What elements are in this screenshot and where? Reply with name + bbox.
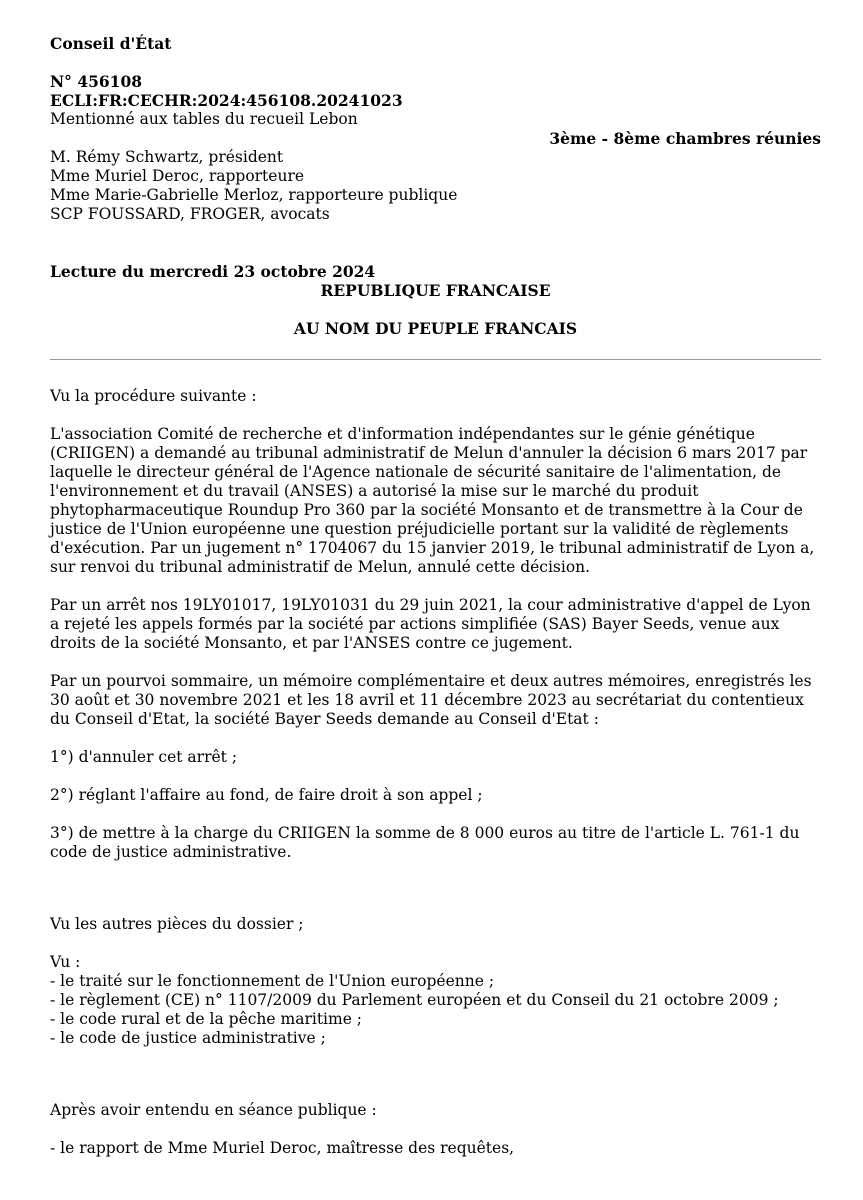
court-name: Conseil d'État bbox=[50, 34, 172, 53]
spacer bbox=[50, 53, 821, 72]
procedure-intro: Vu la procédure suivante : bbox=[50, 387, 257, 405]
paragraph-line: du Conseil d'Etat, la société Bayer Seeds demande au Conseil d'Etat : bbox=[50, 710, 599, 728]
paragraph-line: sur renvoi du tribunal administratif de Melun, annulé cette décision. bbox=[50, 558, 591, 576]
case-number: N° 456108 bbox=[50, 72, 143, 91]
paragraph-criigen bbox=[50, 425, 821, 577]
request-2 bbox=[50, 786, 821, 805]
hearing-intro: Après avoir entendu en séance publique : bbox=[50, 1101, 377, 1119]
paragraph-pourvoi bbox=[50, 672, 821, 729]
request-text: 3°) de mettre à la charge du CRIIGEN la somme de 8 000 euros au titre de l'article L. 761-1 du bbox=[50, 824, 800, 842]
paragraph-line: a rejeté les appels formés par la société par actions simplifiée (SAS) Bayer Seeds, venue aux bbox=[50, 615, 780, 633]
vu-item: - le code rural et de la pêche maritime ; bbox=[50, 1010, 363, 1028]
paragraph-line: Par un pourvoi sommaire, un mémoire complémentaire et deux autres mémoires, enregistrés les bbox=[50, 672, 812, 690]
paragraph-line: phytopharmaceutique Roundup Pro 360 par la société Monsanto et de transmettre à la Cour de bbox=[50, 501, 803, 519]
paragraph-line: Par un arrêt nos 19LY01017, 19LY01031 du 29 juin 2021, la cour administrative d'appel de Lyon bbox=[50, 596, 811, 614]
publication-mention: Mentionné aux tables du recueil Lebon bbox=[50, 110, 358, 128]
reading-date: Lecture du mercredi 23 octobre 2024 bbox=[50, 262, 376, 281]
request-1 bbox=[50, 748, 821, 767]
paragraph-line: justice de l'Union européenne une question préjudicielle portant sur la validité de règlements bbox=[50, 520, 789, 538]
paragraph-line: 30 août et 30 novembre 2021 et les 18 avril et 11 décembre 2023 au secrétariat du contentieux bbox=[50, 691, 804, 709]
paragraph-line: L'association Comité de recherche et d'information indépendantes sur le génie génétique bbox=[50, 425, 755, 443]
paragraph-arret bbox=[50, 596, 821, 653]
vu-item: - le règlement (CE) n° 1107/2009 du Parlement européen et du Conseil du 21 octobre 2009 ; bbox=[50, 991, 779, 1009]
other-documents: Vu les autres pièces du dossier ; bbox=[50, 915, 304, 933]
request-text: 2°) réglant l'affaire au fond, de faire droit à son appel ; bbox=[50, 786, 483, 804]
republic-heading: REPUBLIQUE FRANCAISE bbox=[320, 281, 551, 300]
participant-rapporteure: Mme Muriel Deroc, rapporteure bbox=[50, 167, 305, 185]
paragraph-line: droits de la société Monsanto, et par l'ANSES contre ce jugement. bbox=[50, 634, 573, 652]
hearing-list bbox=[50, 1139, 821, 1158]
request-text: 1°) d'annuler cet arrêt ; bbox=[50, 748, 238, 766]
decision-document bbox=[50, 34, 821, 1158]
request-3 bbox=[50, 824, 821, 862]
paragraph-line: (CRIIGEN) a demandé au tribunal administratif de Melun d'annuler la décision 6 mars 2017 par bbox=[50, 444, 808, 462]
vu-section bbox=[50, 953, 821, 1048]
paragraph-line: d'exécution. Par un jugement n° 1704067 du 15 janvier 2019, le tribunal administratif de Lyon a, bbox=[50, 539, 815, 557]
ecli-identifier: ECLI:FR:CECHR:2024:456108.20241023 bbox=[50, 91, 403, 110]
hearing-item: - le rapport de Mme Muriel Deroc, maîtresse des requêtes, bbox=[50, 1139, 515, 1157]
in-name-heading: AU NOM DU PEUPLE FRANCAIS bbox=[293, 319, 578, 338]
participant-avocats: SCP FOUSSARD, FROGER, avocats bbox=[50, 205, 330, 223]
vu-heading: Vu : bbox=[50, 953, 81, 971]
vu-item: - le code de justice administrative ; bbox=[50, 1029, 326, 1047]
paragraph-line: laquelle le directeur général de l'Agence nationale de sécurité sanitaire de l'alimentation, de bbox=[50, 463, 782, 481]
chambers: 3ème - 8ème chambres réunies bbox=[549, 129, 821, 148]
paragraph-line: l'environnement et du travail (ANSES) a autorisé la mise sur le marché du produit bbox=[50, 482, 699, 500]
participant-rapporteure-publique: Mme Marie-Gabrielle Merloz, rapporteure publique bbox=[50, 186, 458, 204]
vu-item: - le traité sur le fonctionnement de l'Union européenne ; bbox=[50, 972, 495, 990]
request-text: code de justice administrative. bbox=[50, 843, 292, 861]
participant-president: M. Rémy Schwartz, président bbox=[50, 148, 284, 166]
